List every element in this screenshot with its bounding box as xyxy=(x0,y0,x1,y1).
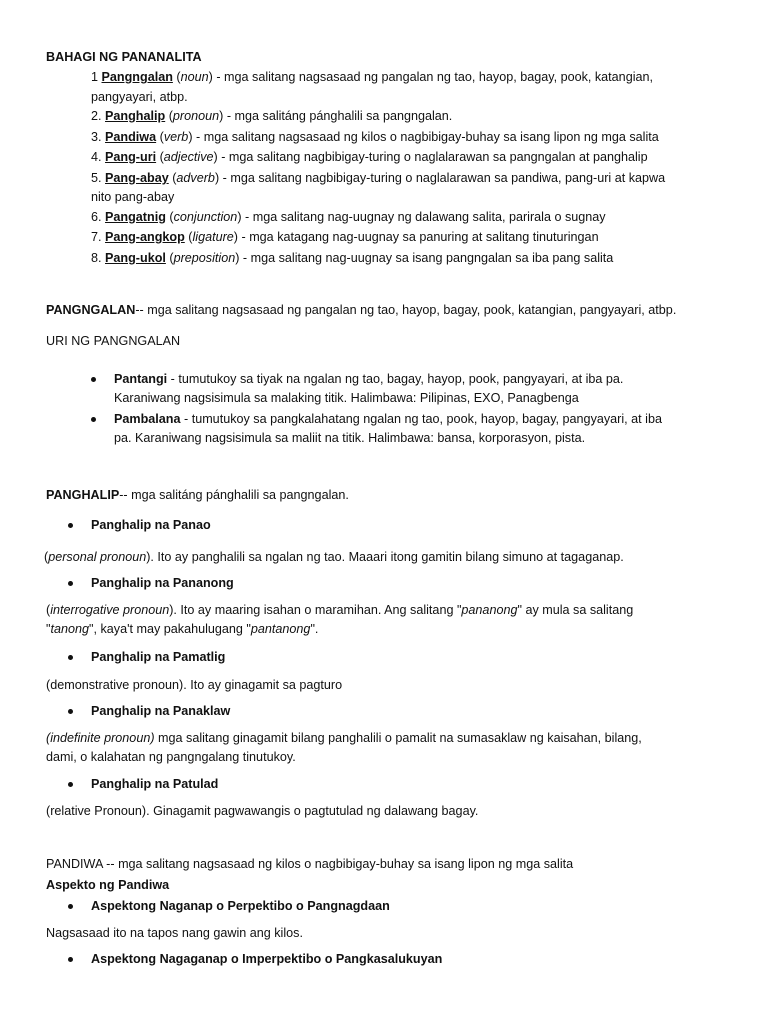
pandiwa-definition: PANDIWA -- mga salitang nagsasaad ng kilos o nagbibigay-buhay sa isang lipon ng mga salita xyxy=(46,857,574,871)
panghalip-type-title: Panghalip na Panao xyxy=(91,518,211,532)
panghalip-type-text: (personal pronoun). Ito ay panghalili sa ngalan ng tao. Maaari itong gamitin bilang simuno at tagaganap. xyxy=(44,550,624,564)
panghalip-type-title: Panghalip na Patulad xyxy=(91,777,219,791)
part-item-continuation: pangyayari, atbp. xyxy=(91,90,188,104)
bullet-icon xyxy=(68,904,73,909)
part-item: 3. Pandiwa (verb) - mga salitang nagsasaad ng kilos o nagbibigay-buhay sa isang lipon ng mga salita xyxy=(91,130,659,144)
section-heading-bahagi: BAHAGI NG PANANALITA xyxy=(46,50,202,64)
part-item: 1 Pangngalan (noun) - mga salitang nagsasaad ng pangalan ng tao, hayop, bagay, pook, katangian, xyxy=(91,70,654,84)
part-item: 4. Pang-uri (adjective) - mga salitang nagbibigay-turing o naglalarawan sa pangngalan at panghalip xyxy=(91,150,648,164)
list-item-continuation: pa. Karaniwang nagsisimula sa maliit na titik. Halimbawa: bansa, korporasyon, pista. xyxy=(114,431,586,445)
list-item-continuation: Karaniwang nagsisimula sa malaking titik. Halimbawa: Pilipinas, EXO, Panagbenga xyxy=(114,391,579,405)
part-item: 2. Panghalip (pronoun) - mga salitáng pánghalili sa pangngalan. xyxy=(91,109,453,123)
panghalip-definition: PANGHALIP-- mga salitáng pánghalili sa pangngalan. xyxy=(46,488,349,502)
part-item: 7. Pang-angkop (ligature) - mga katagang nag-uugnay sa panuring at salitang tinuturingan xyxy=(91,230,599,244)
uri-ng-pangngalan-heading: URI NG PANGNGALAN xyxy=(46,334,181,348)
list-item: Pantangi - tumutukoy sa tiyak na ngalan ng tao, bagay, hayop, pook, pangyayari, at iba pa. xyxy=(114,372,624,386)
aspekto-heading: Aspekto ng Pandiwa xyxy=(46,878,170,892)
part-item: 6. Pangatnig (conjunction) - mga salitang nag-uugnay ng dalawang salita, parirala o sugnay xyxy=(91,210,606,224)
panghalip-type-text: (indefinite pronoun) mga salitang ginagamit bilang panghalili o pamalit na sumasaklaw ng kaisahan, bilang, xyxy=(46,731,642,745)
aspekto-item-title: Aspektong Nagaganap o Imperpektibo o Pangkasalukuyan xyxy=(91,952,443,966)
panghalip-type-title: Panghalip na Panaklaw xyxy=(91,704,231,718)
aspekto-item-text: Nagsasaad ito na tapos nang gawin ang kilos. xyxy=(46,926,303,940)
part-item-continuation: nito pang-abay xyxy=(91,190,175,204)
bullet-icon xyxy=(68,581,73,586)
bullet-icon xyxy=(68,957,73,962)
panghalip-type-text: (relative Pronoun). Ginagamit pagwawangis o pagtutulad ng dalawang bagay. xyxy=(46,804,479,818)
panghalip-type-text: (demonstrative pronoun). Ito ay ginagamit sa pagturo xyxy=(46,678,343,692)
bullet-icon xyxy=(68,655,73,660)
list-item: Pambalana - tumutukoy sa pangkalahatang ngalan ng tao, pook, hayop, bagay, pangyayari, at iba xyxy=(114,412,662,426)
part-item: 5. Pang-abay (adverb) - mga salitang nagbibigay-turing o naglalarawan sa pandiwa, pang-uri at kapwa xyxy=(91,171,666,185)
bullet-icon xyxy=(68,709,73,714)
bullet-icon xyxy=(91,417,96,422)
panghalip-type-text-continuation: dami, o kalahatan ng pangngalang tinutukoy. xyxy=(46,750,296,764)
aspekto-item-title: Aspektong Naganap o Perpektibo o Pangnagdaan xyxy=(91,899,390,913)
pangngalan-definition: PANGNGALAN-- mga salitang nagsasaad ng pangalan ng tao, hayop, bagay, pook, katangian, pangyayari, atbp. xyxy=(46,303,677,317)
panghalip-type-title: Panghalip na Pananong xyxy=(91,576,234,590)
part-item: 8. Pang-ukol (preposition) - mga salitang nag-uugnay sa isang pangngalan sa iba pang salita xyxy=(91,251,614,265)
bullet-icon xyxy=(68,523,73,528)
bullet-icon xyxy=(68,782,73,787)
panghalip-type-text-continuation: "tanong", kaya't may pakahulugang "pantanong". xyxy=(46,622,319,636)
bullet-icon xyxy=(91,377,96,382)
panghalip-type-title: Panghalip na Pamatlig xyxy=(91,650,226,664)
panghalip-type-text: (interrogative pronoun). Ito ay maaring isahan o maramihan. Ang salitang "pananong" ay mula sa salitang xyxy=(46,603,634,617)
